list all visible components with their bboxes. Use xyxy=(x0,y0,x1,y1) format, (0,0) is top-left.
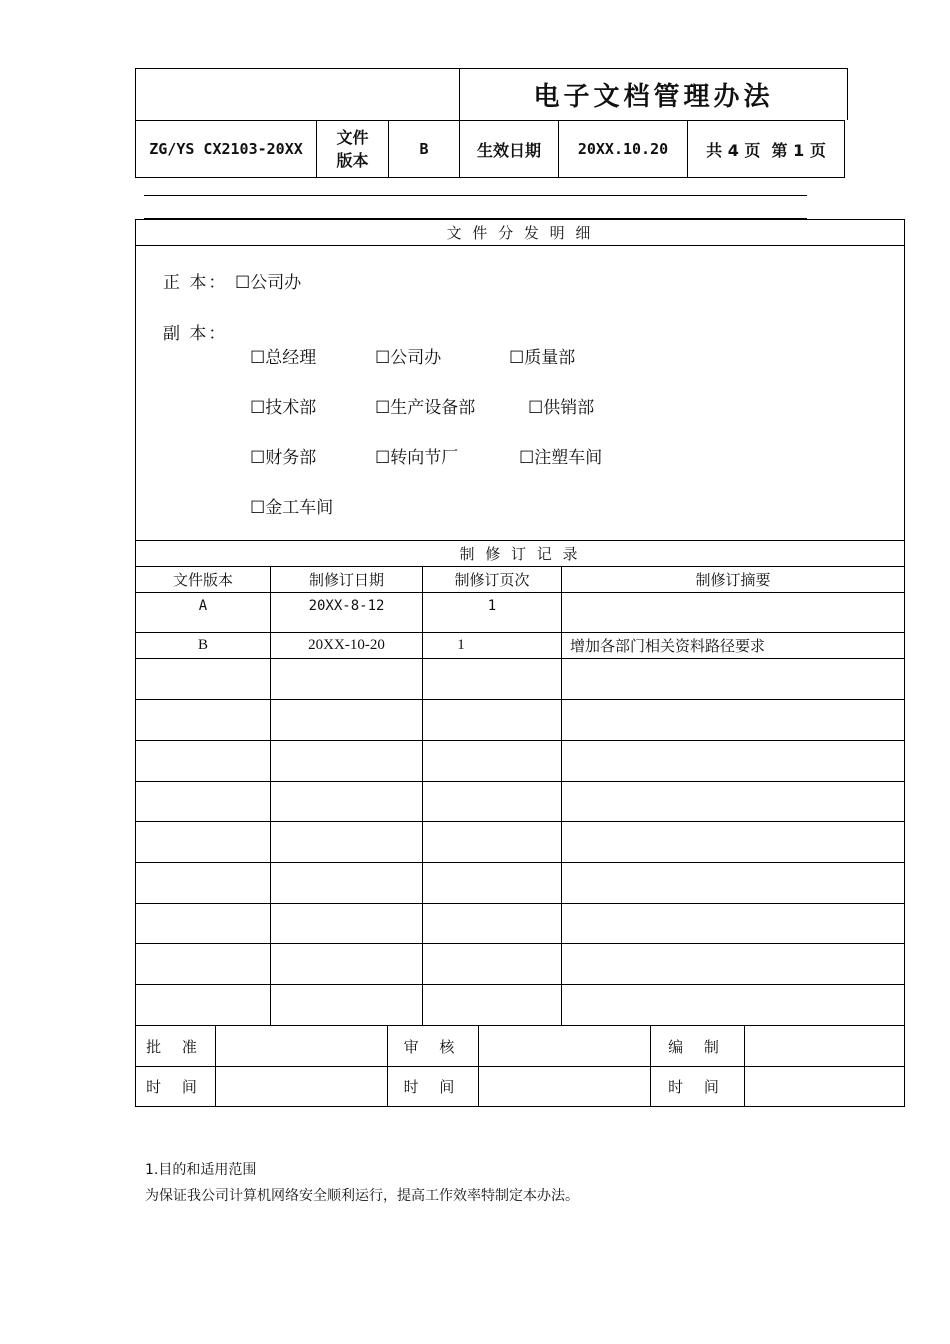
effective-date-label: 生效日期 xyxy=(476,140,541,160)
version-label-line1: 文件 xyxy=(336,128,369,147)
approve-field[interactable] xyxy=(216,1026,387,1066)
approve-label: 批 准 xyxy=(146,1037,205,1056)
table-row-a-date: 20XX-8-12 xyxy=(308,598,385,614)
compile-time-field[interactable] xyxy=(745,1067,904,1106)
table-row-b-version: B xyxy=(197,637,208,653)
section-heading-number: 1. xyxy=(145,1162,159,1178)
col-header-date: 制修订日期 xyxy=(308,571,384,589)
col-header-summary: 制修订摘要 xyxy=(695,571,771,589)
compile-time-label: 时 间 xyxy=(668,1078,727,1096)
copy-checkbox-injection-workshop[interactable]: ☐注塑车间 xyxy=(519,448,603,468)
document-title: 电子文档管理办法 xyxy=(533,82,774,112)
section-heading xyxy=(145,1159,256,1179)
version-label xyxy=(317,121,388,177)
review-time-label: 时 间 xyxy=(403,1078,463,1096)
compile-field[interactable] xyxy=(745,1026,904,1066)
version-label-line2: 版本 xyxy=(336,151,369,170)
version-value: B xyxy=(419,140,429,158)
copy-checkbox-supply-sales-dept[interactable]: ☐供销部 xyxy=(528,398,595,418)
copy-checkbox-tech-dept[interactable]: ☐技术部 xyxy=(250,398,317,418)
original-label: 正 本： xyxy=(163,273,228,293)
document-code: ZG/YS CX2103-20XX xyxy=(149,140,303,158)
original-checkbox-company-office[interactable]: ☐公司办 xyxy=(235,273,302,293)
table-row-b-date: 20XX-10-20 xyxy=(308,637,385,653)
copy-checkbox-finance-dept[interactable]: ☐财务部 xyxy=(250,448,317,468)
review-time-field[interactable] xyxy=(479,1067,650,1106)
section-body: 为保证我公司计算机网络安全顺利运行，提高工作效率特制定本办法。 xyxy=(145,1188,579,1204)
review-label: 审 核 xyxy=(403,1037,463,1056)
col-header-version: 文件版本 xyxy=(172,571,233,589)
col-header-pages: 制修订页次 xyxy=(454,571,530,589)
copy-checkbox-quality-dept[interactable]: ☐质量部 xyxy=(509,348,576,368)
copy-checkbox-company-office[interactable]: ☐公司办 xyxy=(375,348,442,368)
table-row-a-version: A xyxy=(198,598,208,614)
separator-line-top xyxy=(144,195,807,196)
compile-label: 编 制 xyxy=(668,1037,727,1056)
table-row-b-pages: 1 xyxy=(457,637,465,653)
effective-date-value: 20XX.10.20 xyxy=(577,140,669,158)
review-field[interactable] xyxy=(479,1026,650,1066)
copy-checkbox-knuckle-factory[interactable]: ☐转向节厂 xyxy=(375,448,459,468)
revision-title: 制 修 订 记 录 xyxy=(459,545,581,563)
copy-checkbox-metalwork-workshop[interactable]: ☐金工车间 xyxy=(250,498,334,518)
page-count: 共 4 页 第 1 页 xyxy=(706,140,826,160)
approve-time-label: 时 间 xyxy=(146,1078,205,1096)
distribution-title: 文 件 分 发 明 细 xyxy=(446,224,594,242)
copy-checkbox-general-manager[interactable]: ☐总经理 xyxy=(250,348,317,368)
section-heading-text: 目的和适用范围 xyxy=(158,1162,257,1178)
table-row-a-pages: 1 xyxy=(487,598,497,614)
copy-label: 副 本： xyxy=(163,324,228,344)
table-row-a-summary xyxy=(562,594,904,618)
table-row-b-summary: 增加各部门相关资料路径要求 xyxy=(570,637,766,655)
copy-checkbox-production-equipment-dept[interactable]: ☐生产设备部 xyxy=(375,398,476,418)
approve-time-field[interactable] xyxy=(216,1067,387,1106)
